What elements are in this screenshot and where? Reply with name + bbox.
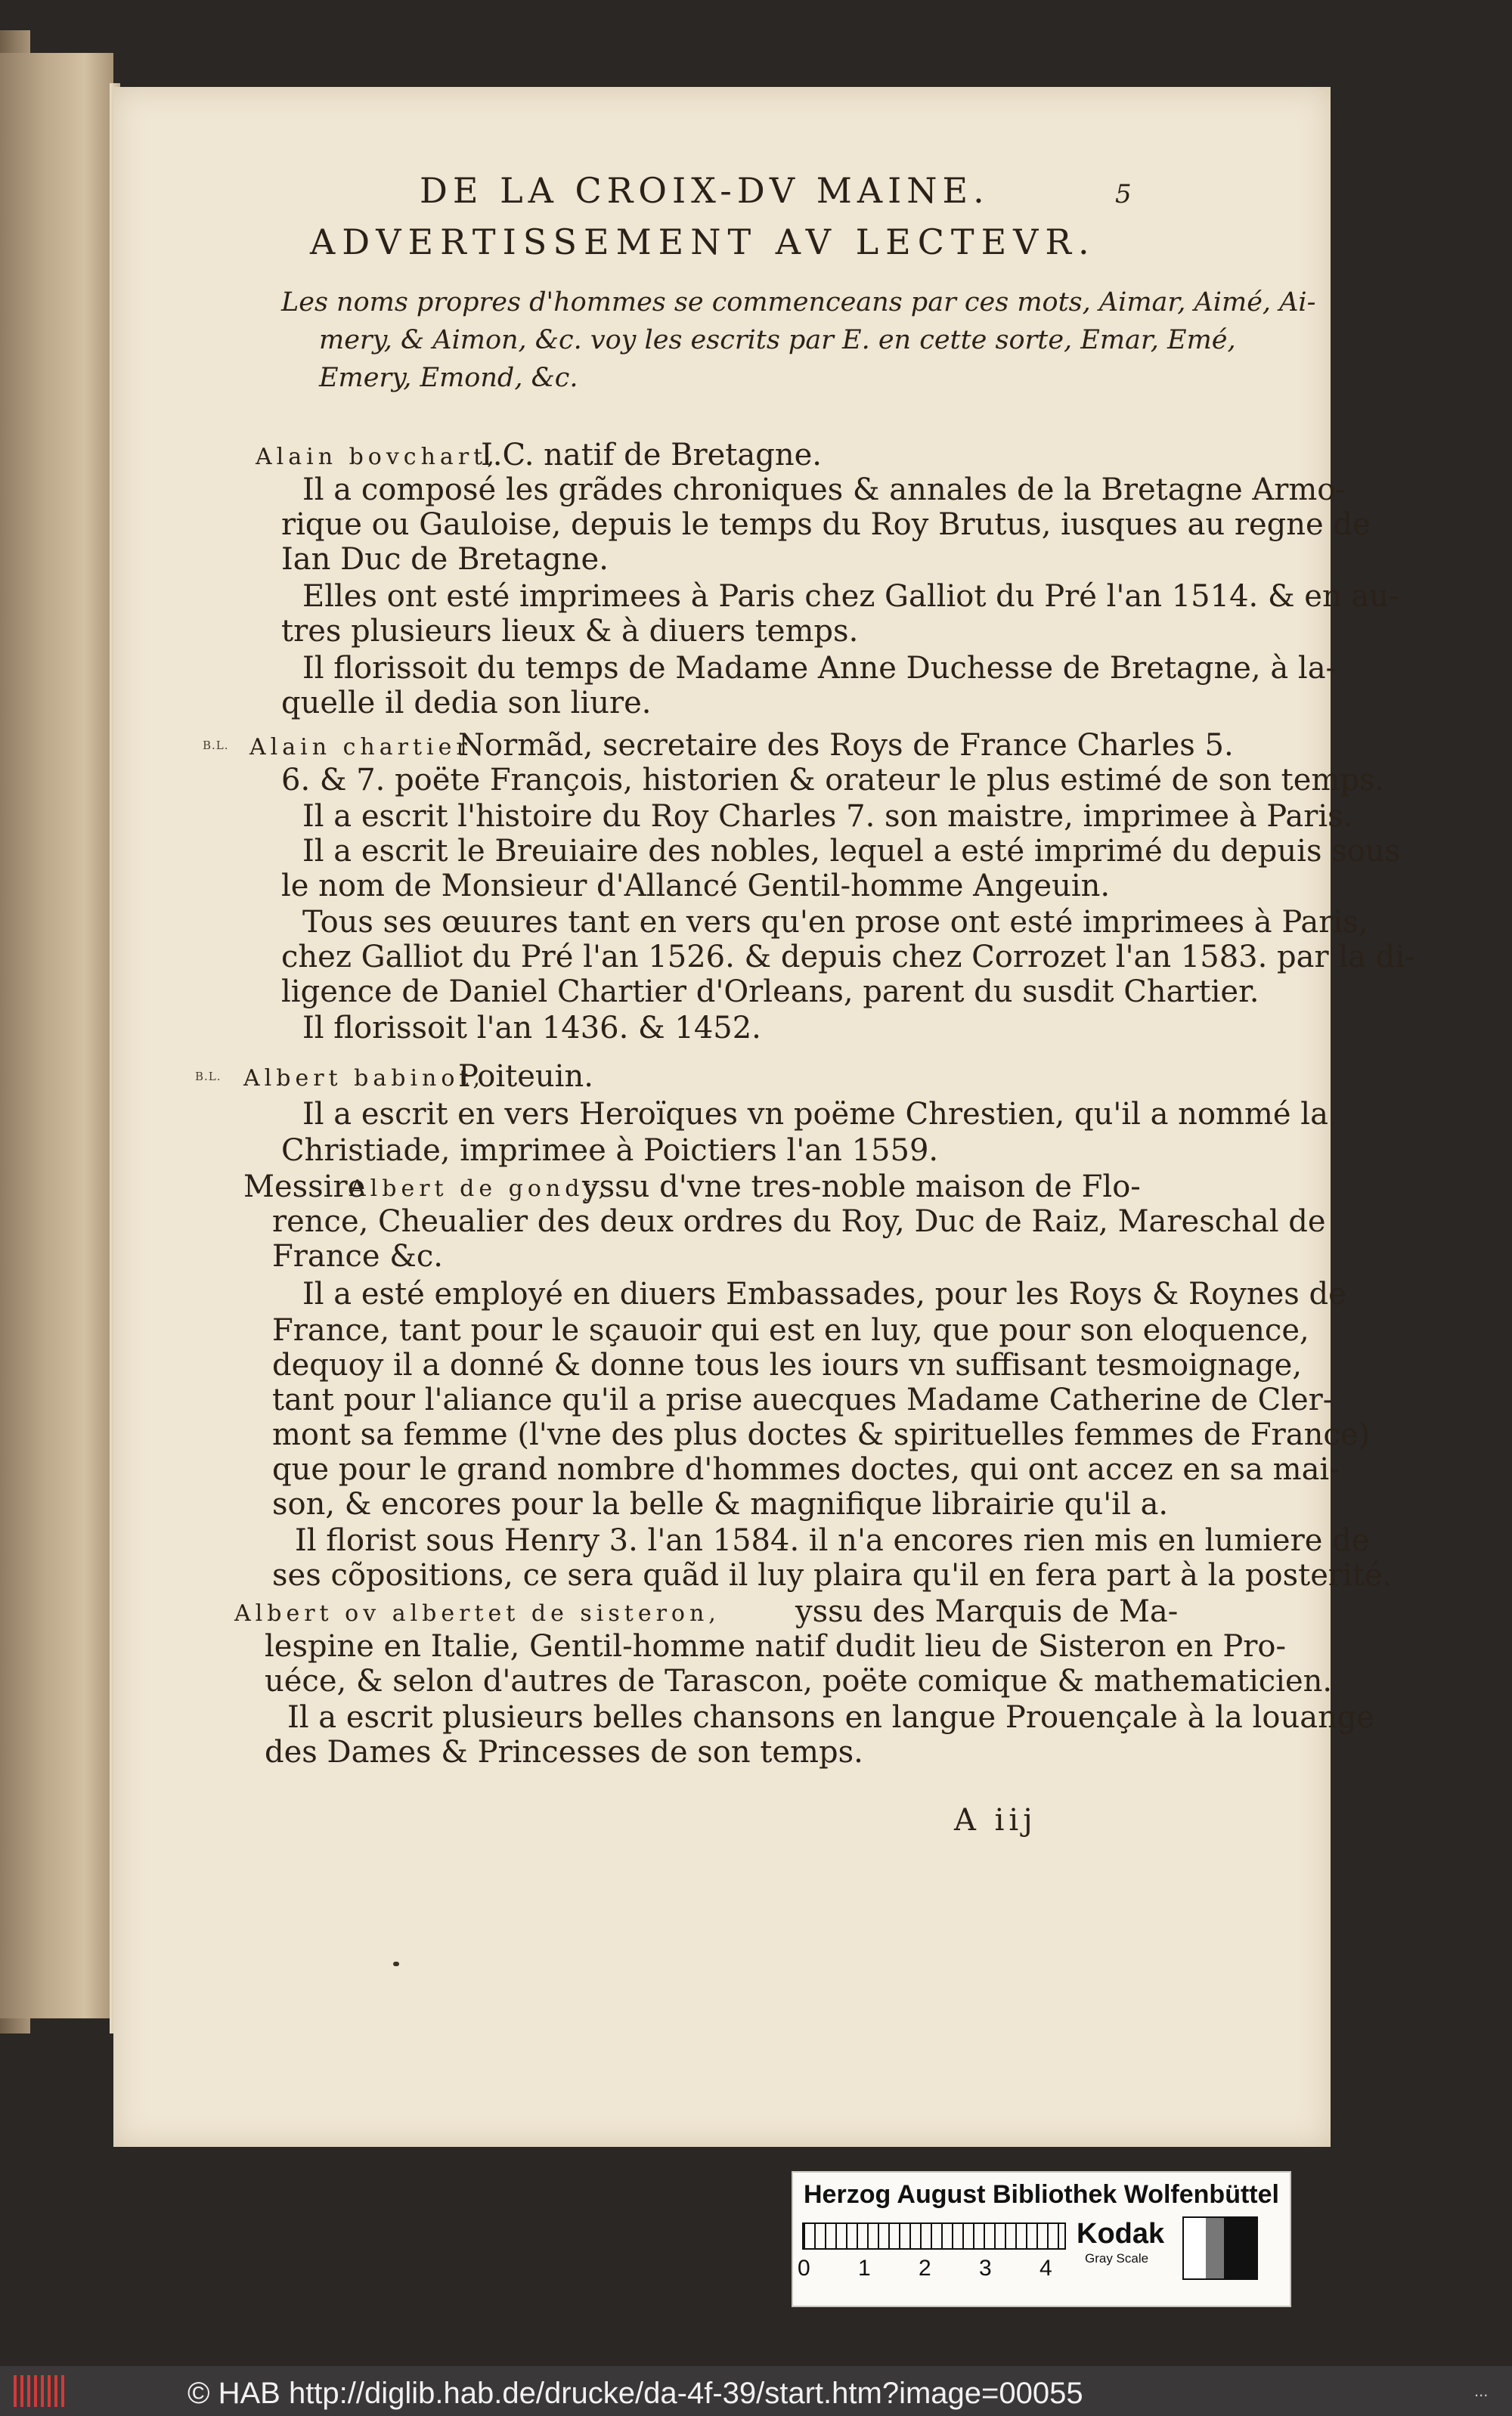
entry-name: Alain bovchart,	[256, 444, 499, 470]
entry-line: mont sa femme (l'vne des plus doctes & spirituelles femmes de France)	[272, 1417, 1371, 1452]
notice-line: mery, & Aimon, &c. voy les escrits par E. en cette sorte, Emar, Emé,	[319, 325, 1236, 355]
entry-line: rence, Cheualier des deux ordres du Roy, Duc de Raiz, Mareschal de	[272, 1204, 1326, 1239]
book-page	[113, 87, 1415, 2147]
entry-line: ses cõpositions, ce sera quãd il luy plaira qu'il en fera part à la posterité.	[272, 1558, 1393, 1593]
footer-dots: ...	[1474, 2381, 1489, 2400]
adjacent-page	[0, 53, 113, 2018]
entry-line: Elles ont esté imprimees à Paris chez Galliot du Pré l'an 1514. & en au-	[302, 579, 1399, 614]
entry-line: Christiade, imprimee à Poictiers l'an 1559.	[281, 1133, 939, 1168]
entry-line: Il a escrit l'histoire du Roy Charles 7. son maistre, imprimee à Paris.	[302, 799, 1353, 834]
entry-name: Alain chartier	[249, 734, 472, 760]
running-head: DE LA CROIX-DV MAINE.	[420, 170, 990, 211]
notice-line: Emery, Emond, &c.	[319, 363, 578, 393]
signature-mark: A iij	[954, 1803, 1037, 1838]
color-calibration-card	[792, 2171, 1291, 2307]
margin-note: B.L.	[203, 739, 229, 752]
entry-line: rique ou Gauloise, depuis le temps du Roy Brutus, iusques au regne de	[281, 507, 1371, 542]
entry-line: chez Galliot du Pré l'an 1526. & depuis chez Corrozet l'an 1583. par la di-	[281, 940, 1415, 974]
entry-line: Ian Duc de Bretagne.	[281, 542, 609, 577]
entry-line: Tous ses œuures tant en vers qu'en prose ont esté imprimees à Paris,	[302, 905, 1368, 940]
entry-line: des Dames & Princesses de son temps.	[265, 1735, 863, 1770]
entry-line: Il florissoit l'an 1436. & 1452.	[302, 1011, 761, 1045]
entry-line: son, & encores pour la belle & magnifique librairie qu'il a.	[272, 1487, 1169, 1522]
scale-number: 0	[798, 2256, 810, 2281]
entry-name: Albert de gondy,	[349, 1175, 610, 1202]
section-heading: ADVERTISSEMENT AV LECTEVR.	[310, 221, 1096, 262]
entry-line: que pour le grand nombre d'hommes doctes, qui ont accez en sa mai-	[272, 1452, 1340, 1487]
kodak-logo-text: Kodak	[1077, 2218, 1165, 2250]
entry-line: 6. & 7. poëte François, historien & orateur le plus estimé de son temps.	[281, 763, 1385, 798]
entry-line: dequoy il a donné & donne tous les iours vn suffisant tesmoignage,	[272, 1348, 1303, 1383]
entry-line: quelle il dedia son liure.	[281, 686, 652, 720]
viewer-footer	[0, 2366, 1512, 2416]
scale-number: 3	[979, 2256, 992, 2281]
entry-line: le nom de Monsieur d'Allancé Gentil-homme Angeuin.	[281, 869, 1111, 903]
hab-logo-icon	[14, 2375, 67, 2407]
entry-name: Albert ov albertet de sisteron,	[234, 1600, 720, 1627]
margin-note: B.L.	[195, 1070, 222, 1083]
entry-name: Albert babinot,	[243, 1065, 485, 1092]
entry-line: Poiteuin.	[458, 1059, 593, 1094]
entry-line: Il a escrit plusieurs belles chansons en langue Prouençale à la louange	[287, 1700, 1375, 1735]
folio-number: 5	[1115, 179, 1132, 209]
entry-line: tant pour l'aliance qu'il a prise auecques Madame Catherine de Cler-	[272, 1383, 1334, 1417]
scale-number: 4	[1040, 2256, 1052, 2281]
entry-line: Il florissoit du temps de Madame Anne Duchesse de Bretagne, à la-	[302, 651, 1337, 686]
entry-line: yssu d'vne tres-noble maison de Flo-	[582, 1169, 1141, 1204]
ink-speck	[393, 1962, 399, 1966]
entry-line: Il a composé les grãdes chroniques & annales de la Bretagne Armo-	[302, 472, 1346, 507]
entry-line: Normãd, secretaire des Roys de France Charles 5.	[458, 728, 1234, 763]
entry-prefix: Messire	[243, 1169, 366, 1204]
entry-line: France &c.	[272, 1239, 443, 1274]
entry-line: Il a escrit le Breuiaire des nobles, lequel a esté imprimé du depuis sous	[302, 834, 1401, 869]
entry-line: Il florist sous Henry 3. l'an 1584. il n'a encores rien mis en lumiere de	[295, 1523, 1370, 1558]
entry-line: France, tant pour le sçauoir qui est en luy, que pour son eloquence,	[272, 1313, 1309, 1348]
entry-line: I.C. natif de Bretagne.	[481, 438, 822, 472]
copyright-url[interactable]: © HAB http://diglib.hab.de/drucke/da-4f-39/start.htm?image=00055	[187, 2377, 1083, 2410]
ruler-scale	[802, 2222, 1066, 2250]
entry-line: tres plusieurs lieux & à diuers temps.	[281, 614, 859, 649]
notice-line: Les noms propres d'hommes se commenceans par ces mots, Aimar, Aimé, Ai-	[281, 287, 1316, 317]
gray-scale-patch	[1182, 2216, 1258, 2280]
entry-line: yssu des Marquis de Ma-	[795, 1594, 1179, 1629]
entry-line: ligence de Daniel Chartier d'Orleans, parent du susdit Chartier.	[281, 974, 1259, 1009]
card-title: Herzog August Bibliothek Wolfenbüttel	[804, 2180, 1279, 2209]
entry-line: lespine en Italie, Gentil-homme natif dudit lieu de Sisteron en Pro-	[265, 1629, 1286, 1664]
entry-line: uéce, & selon d'autres de Tarascon, poëte comique & mathematicien.	[265, 1664, 1333, 1699]
scale-number: 1	[858, 2256, 871, 2281]
grayscale-label: Gray Scale	[1085, 2251, 1149, 2266]
entry-line: Il a escrit en vers Heroïques vn poëme Chrestien, qu'il a nommé la	[302, 1097, 1328, 1132]
entry-line: Il a esté employé en diuers Embassades, pour les Roys & Roynes de	[302, 1277, 1346, 1312]
scale-number: 2	[919, 2256, 931, 2281]
